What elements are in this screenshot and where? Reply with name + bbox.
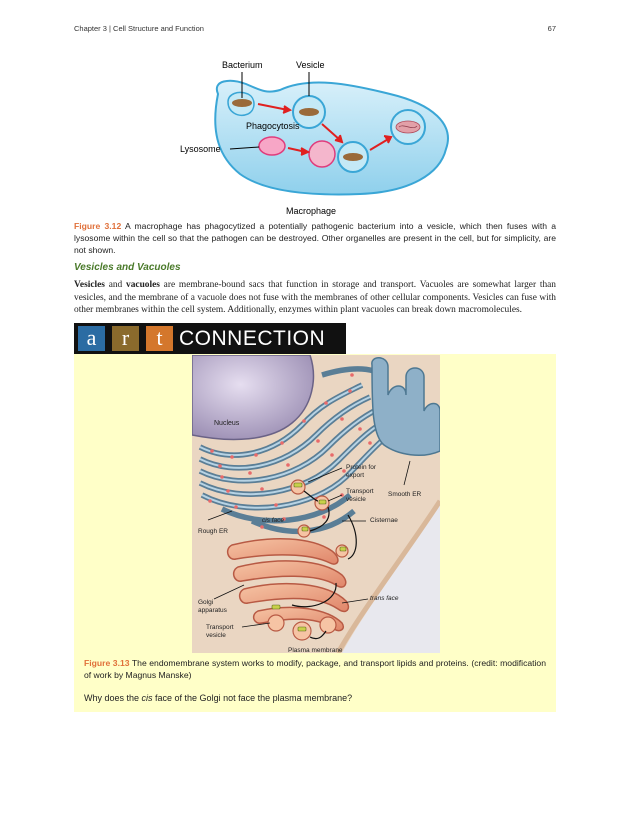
digesting-vesicle — [391, 110, 425, 144]
lysosome-label: Lysosome — [180, 144, 221, 154]
trans-face-label: trans face — [370, 595, 399, 602]
bacterium-label: Bacterium — [222, 60, 263, 70]
macrophage-figure — [170, 54, 460, 222]
question-italic: cis — [141, 693, 153, 703]
art-letter-a: a — [78, 326, 105, 351]
figure-number: Figure 3.13 — [84, 658, 130, 668]
art-letter-t: t — [146, 326, 173, 351]
term-vacuoles: vacuoles — [126, 280, 160, 290]
macrophage-label: Macrophage — [286, 206, 337, 216]
smooth-er-label: Smooth ER — [388, 491, 422, 498]
page-number: 67 — [547, 24, 556, 33]
art-connection-banner — [74, 323, 346, 354]
rough-er-label: Rough ER — [198, 528, 228, 535]
vesicle-label: Vesicle — [296, 60, 325, 70]
question-prefix: Why does the — [84, 693, 142, 703]
cis-face-label: cis face — [262, 517, 285, 524]
art-connection-word: CONNECTION — [179, 327, 326, 350]
transport-vesicle-bottom-label-1: Transport — [206, 624, 234, 631]
page-header — [74, 24, 556, 38]
paragraph-text: are membrane-bound sacs that function in storage and transport. Vacuoles are somewhat larger than vesicles, and the membrane of a vacuole does not fuse with the membranes of other cellular components. Vesicles can fuse with other membranes within the cell system. Additionally, enzymes within plant vacuoles can break down macromolecules. — [74, 280, 556, 315]
vesicle-bacterium-entering — [228, 92, 254, 115]
nucleus-label: Nucleus — [214, 420, 240, 427]
term-vesicles: Vesicles — [74, 280, 105, 290]
cisternae-label: Cisternae — [370, 517, 398, 524]
section-title: Vesicles and Vacuoles — [74, 262, 181, 273]
endomembrane-figure — [192, 355, 440, 653]
chapter-title: Chapter 3 | Cell Structure and Function — [74, 24, 204, 33]
golgi-apparatus-label-1: Golgi — [198, 599, 214, 606]
transport-vesicle-top-label-2: vesicle — [346, 496, 366, 503]
figure-3-13-caption — [84, 657, 546, 681]
protein-for-export-label-2: export — [346, 472, 365, 479]
question-suffix: face of the Golgi not face the plasma membrane? — [152, 693, 353, 703]
transport-vesicle-bottom-label-2: vesicle — [206, 632, 226, 639]
section-paragraph — [74, 279, 556, 317]
art-connection-question — [84, 693, 352, 703]
phagocytosis-label: Phagocytosis — [246, 121, 300, 131]
transport-vesicle-top-label-1: Transport — [346, 488, 374, 495]
figure-3-12-caption — [74, 220, 556, 256]
figure-number: Figure 3.12 — [74, 221, 122, 231]
plasma-membrane-label: Plasma membrane — [288, 647, 343, 653]
golgi-apparatus-label-2: apparatus — [198, 607, 227, 614]
art-letter-r: r — [112, 326, 139, 351]
lysosome — [259, 137, 285, 155]
connector-and: and — [104, 280, 127, 290]
caption-text: The endomembrane system works to modify, package, and transport lipids and proteins. (credit: modification of work by Magnus Manske) — [84, 658, 546, 680]
protein-for-export-label-1: Protein for — [346, 464, 376, 471]
caption-text: A macrophage has phagocytized a potentially pathogenic bacterium into a vesicle, which then fuses with a lysosome within the cell so that the pathogen can be destroyed. Other organelles are present in the cell, but for simplicity, are not shown. — [74, 221, 557, 255]
